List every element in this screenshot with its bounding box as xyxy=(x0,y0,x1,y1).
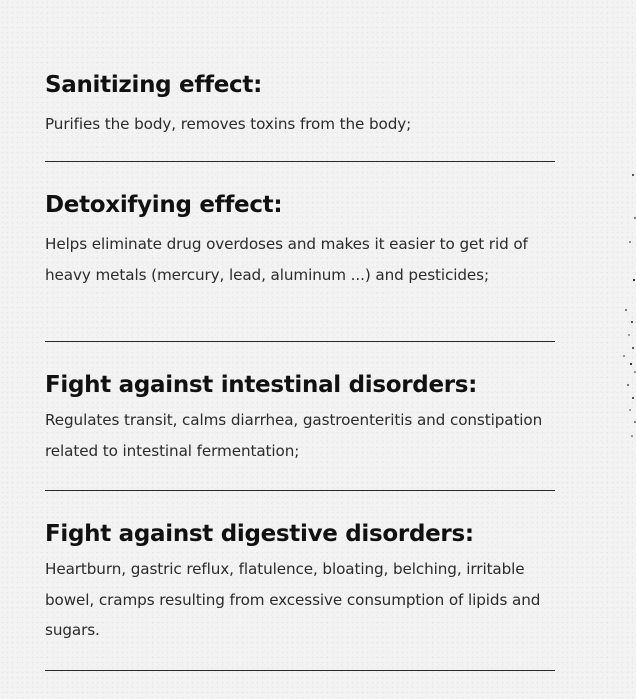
benefit-section-sanitizing xyxy=(45,69,555,162)
section-text: Regulates transit, calms diarrhea, gastroenteritis and constipation related to intestinal fermentation; xyxy=(45,411,543,460)
section-title: Sanitizing effect: xyxy=(45,72,262,98)
decorative-speckles xyxy=(606,160,636,460)
section-text: Helps eliminate drug overdoses and makes it easier to get rid of heavy metals (mercury, lead, aluminum ...) and pesticides; xyxy=(45,235,528,284)
section-text: Heartburn, gastric reflux, flatulence, bloating, belching, irritable bowel, cramps resulting from excessive consumption of lipids and sugars. xyxy=(45,560,541,639)
section-title: Detoxifying effect: xyxy=(45,192,283,218)
benefit-section-detoxifying xyxy=(45,189,555,342)
section-title: Fight against intestinal disorders: xyxy=(45,372,478,398)
benefits-list xyxy=(45,69,555,671)
section-text: Purifies the body, removes toxins from the body; xyxy=(45,115,412,133)
benefit-section-intestinal xyxy=(45,369,555,491)
benefit-section-digestive xyxy=(45,518,555,671)
section-title: Fight against digestive disorders: xyxy=(45,521,474,547)
